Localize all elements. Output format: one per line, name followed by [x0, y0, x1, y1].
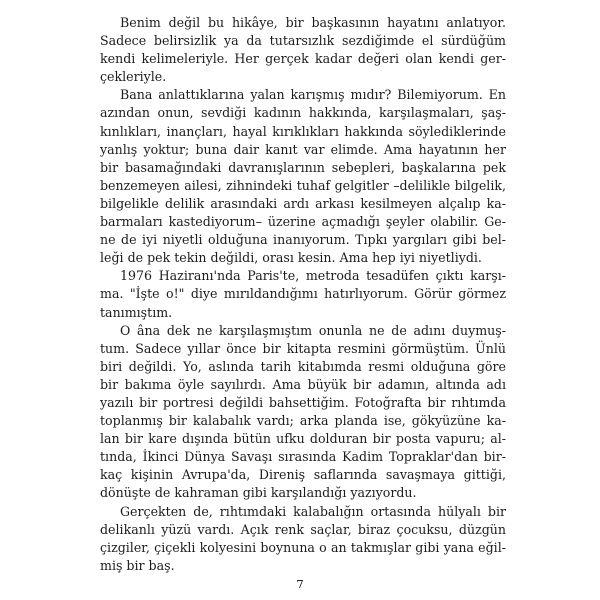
text-line: dönüşte de kahraman gibi karşılandığı yazıyordu.	[100, 485, 417, 501]
text-line: ma. "İşte o!" diye mırıldandığımı hatırlıyorum. Görür görmez	[100, 286, 506, 302]
text-line: ne de iyi niyetli olduğuna inanıyorum. Tıpkı yargıları gibi bel-	[100, 232, 506, 248]
text-line: Sadece belirsizlik ya da tutarsızlık sezdiğimde el sürdüğüm	[100, 33, 506, 49]
page-number: 7	[296, 578, 304, 588]
paragraph-5	[100, 503, 506, 575]
text-line: kendi kelimeleriyle. Her gerçek kadar değeri olan kendi ger-	[100, 51, 506, 67]
text-line: kaç kişinin Avrupa'da, Direniş saflarında savaşmaya gittiği,	[100, 467, 506, 483]
text-line: lan bir kare dışında bütün ufku dolduran bir posta vapuru; al-	[100, 431, 506, 447]
text-line: tında, İkinci Dünya Savaşı sırasında Kadim Topraklar'dan bir-	[100, 449, 506, 465]
text-line: tum. Sadece yıllar önce bir kitapta resmini görmüştüm. Ünlü	[100, 340, 506, 356]
text-line: O âna dek ne karşılaşmıştım onunla ne de adını duymuş-	[120, 322, 506, 338]
text-line: azından onun, sevdiği kadının hakkında, karşılaşmaları, şaş-	[100, 105, 506, 121]
text-line: leği de pek tekin değildi, orası kesin. Ama hep iyi niyetliydi.	[100, 250, 482, 266]
paragraph-1	[100, 14, 506, 86]
paragraph-3	[100, 267, 506, 321]
paragraph-4	[100, 322, 506, 503]
body-text	[100, 14, 506, 575]
text-line: Benim değil bu hikâye, bir başkasının hayatını anlatıyor.	[120, 15, 506, 30]
text-line: bilgelikle delilik arasındaki ardı arkası kesilmeyen alçalıp ka-	[100, 195, 506, 211]
text-line: benzemeyen ailesi, zihnindeki tuhaf gelgitler –delilikle bilgelik,	[100, 177, 506, 193]
text-line: yazılı bir portresi değildi bahsettiğim. Fotoğrafta bir rıhtımda	[100, 394, 506, 410]
text-line: kınlıkları, inançları, hayal kırıklıkları hakkında söylediklerinde	[100, 123, 506, 139]
text-line: delikanlı yüzü vardı. Açık renk saçlar, biraz çocuksu, düzgün	[100, 521, 506, 537]
text-line: Bana anlattıklarına yalan karışmış mıdır? Bilemiyorum. En	[120, 87, 506, 103]
text-line: 1976 Haziranı'nda Paris'te, metroda tesadüfen çıktı karşı-	[120, 268, 506, 284]
text-line: bir bakıma öyle sayılırdı. Ama büyük bir adamın, altında adı	[100, 376, 506, 392]
text-line: çekleriyle.	[100, 69, 167, 85]
text-line: barmaları kastediyorum– üzerine açmadığı şeyler olabilir. Ge-	[100, 214, 506, 230]
text-line: miş bir baş.	[100, 557, 175, 573]
text-line: yanlış yoktur; buna dair kanıt var elimde. Ama hayatının her	[100, 141, 506, 157]
text-line: biri değildi. Yo, aslında tarih kitabımda resmi olduğuna göre	[100, 358, 506, 374]
text-line: tanımıştım.	[100, 304, 173, 320]
paragraph-2	[100, 86, 506, 267]
text-line: Gerçekten de, rıhtımdaki kalabalığın ortasında hülyalı bir	[120, 503, 506, 519]
text-line: toplanmış bir kalabalık vardı; arka planda ise, gökyüzüne ka-	[100, 413, 506, 429]
text-line: bir basamağındaki davranışlarının sebepleri, başkalarına pek	[100, 159, 506, 175]
text-line: çizgiler, çiçekli kolyesini boynuna o an takmışlar gibi yana eğil-	[100, 539, 506, 555]
